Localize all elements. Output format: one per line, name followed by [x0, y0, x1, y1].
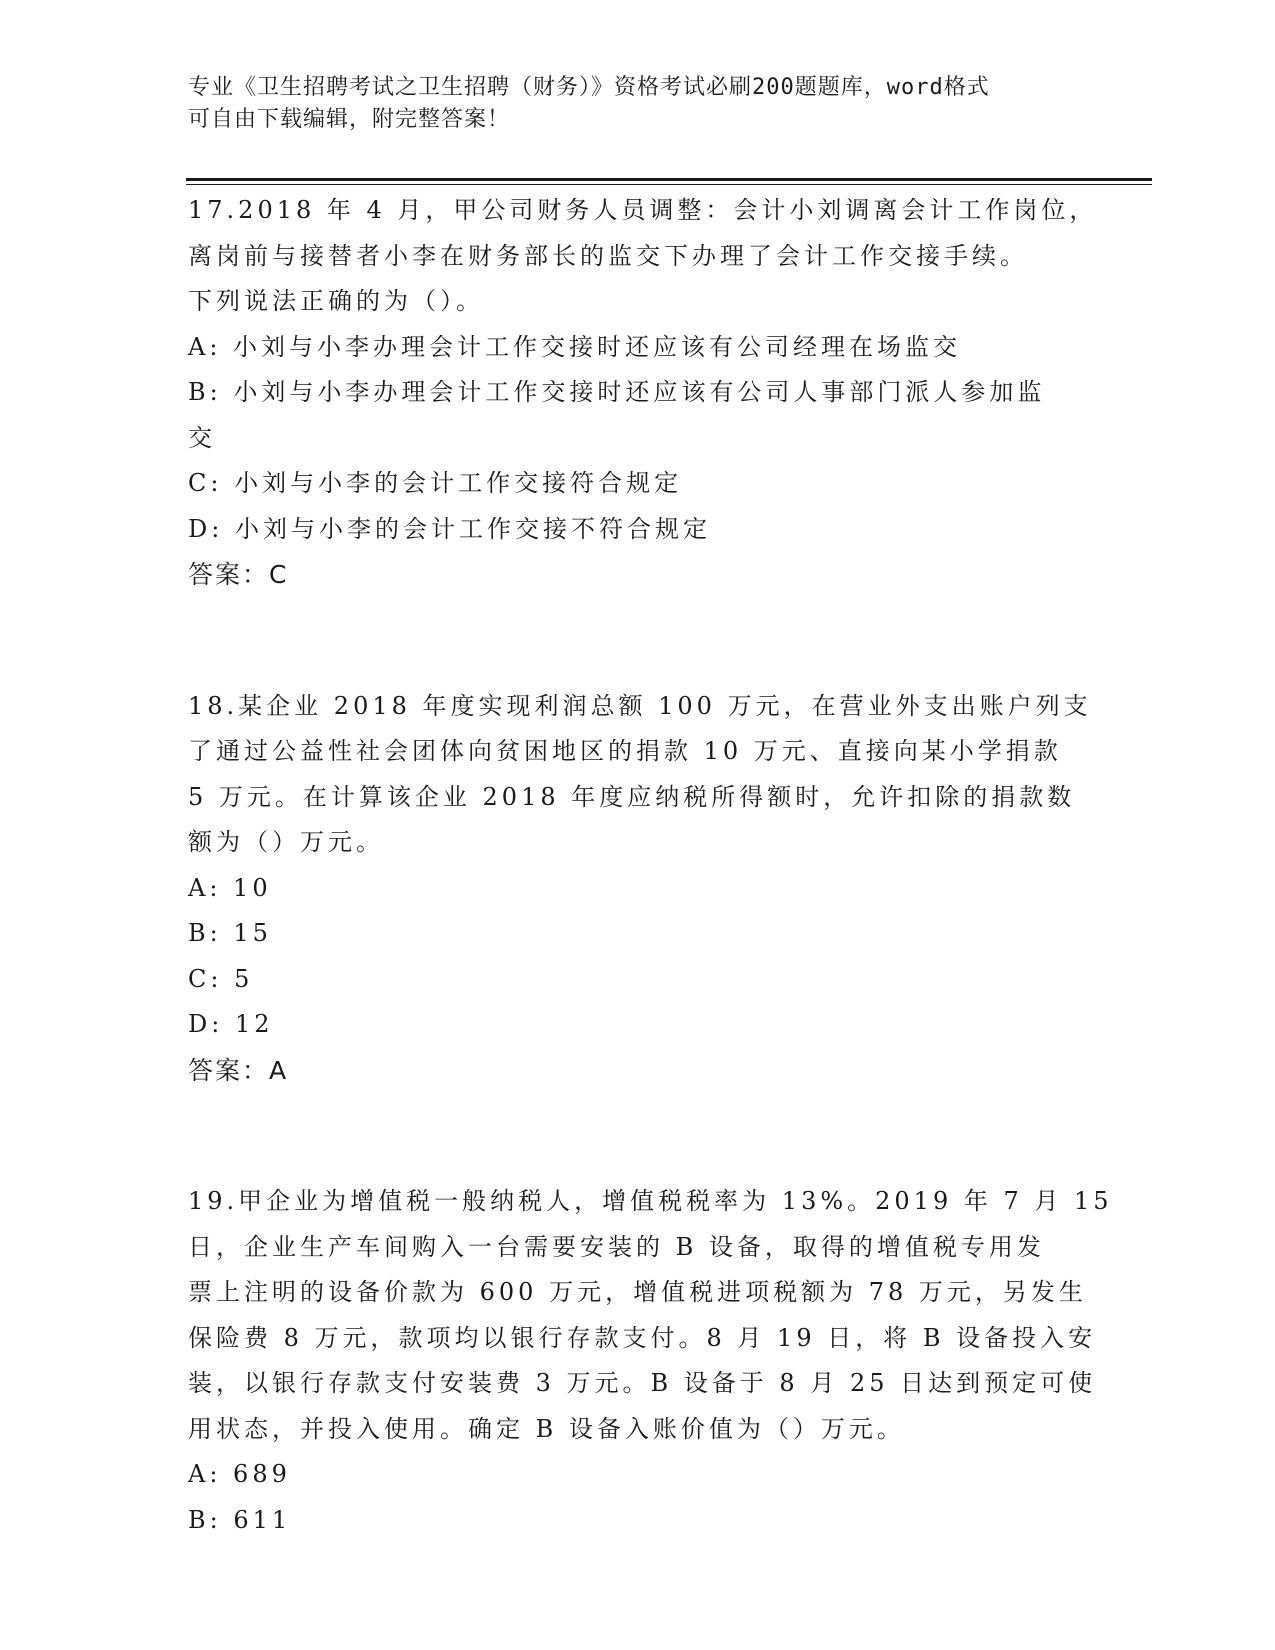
question-stem [188, 1179, 1113, 1452]
option-line: B: 小刘与小李办理会计工作交接时还应该有公司人事部门派人参加监 [188, 378, 1046, 406]
option-line: C: 小刘与小李的会计工作交接符合规定 [188, 469, 683, 497]
option-c [188, 957, 1088, 1003]
option-b [188, 370, 1088, 461]
option-line: D: 小刘与小李的会计工作交接不符合规定 [188, 514, 711, 543]
option-b [188, 911, 1088, 957]
question-stem [188, 684, 1092, 866]
option-b [188, 1498, 1088, 1544]
option-d [188, 1002, 1088, 1048]
option-line: A: 小刘与小李办理会计工作交接时还应该有公司经理在场监交 [188, 332, 962, 361]
question-gap [188, 598, 1088, 684]
stem-line: 下列说法正确的为（）。 [188, 287, 484, 315]
option-line: B: 611 [188, 1505, 292, 1534]
option-line: A: 689 [188, 1460, 291, 1488]
option-line: B: 15 [188, 919, 272, 947]
stem-line: 日，企业生产车间购入一台需要安装的 B 设备，取得的增值税专用发 [188, 1232, 1045, 1261]
question-17 [188, 188, 1098, 598]
question-stem [188, 188, 1098, 325]
option-line: A: 10 [188, 873, 272, 902]
option-a [188, 866, 1088, 912]
header-line-2: 可自由下载编辑，附完整答案！ [188, 107, 511, 132]
stem-line: 票上注明的设备价款为 600 万元，增值税进项税额为 78 万元，另发生 [188, 1278, 1087, 1306]
option-d [188, 507, 1088, 553]
header-divider-thick [186, 178, 1152, 181]
stem-line: 19.甲企业为增值税一般纳税人，增值税税率为 13%。2019 年 7 月 15 [188, 1187, 1113, 1215]
question-list [188, 188, 1113, 1543]
option-line: C: 5 [188, 964, 254, 993]
stem-line: 5 万元。在计算该企业 2018 年度应纳税所得额时，允许扣除的捐款数 [188, 782, 1076, 811]
answer-label: 答案：C [188, 560, 289, 589]
stem-line: 保险费 8 万元，款项均以银行存款支付。8 月 19 日，将 B 设备投入安 [188, 1323, 1097, 1352]
stem-line: 18.某企业 2018 年度实现利润总额 100 万元，在营业外支出账户列支 [188, 691, 1092, 720]
option-c [188, 461, 1088, 507]
stem-line: 用状态，并投入使用。确定 B 设备入账价值为（）万元。 [188, 1414, 905, 1443]
option-a [188, 1452, 1088, 1498]
option-a [188, 325, 1088, 371]
stem-line: 离岗前与接替者小李在财务部长的监交下办理了会计工作交接手续。 [188, 241, 1028, 270]
question-18 [188, 684, 1092, 1094]
option-line: D: 12 [188, 1010, 274, 1038]
question-gap [188, 1093, 1088, 1179]
stem-line: 额为（）万元。 [188, 828, 384, 856]
stem-line: 了通过公益性社会团体向贫困地区的捐款 10 万元、直接向某小学捐款 [188, 737, 1062, 765]
document-header [188, 72, 1068, 136]
header-line-1: 专业《卫生招聘考试之卫生招聘（财务）》资格考试必刷200题题库，word格式 [188, 75, 990, 100]
stem-line: 装，以银行存款支付安装费 3 万元。B 设备于 8 月 25 日达到预定可使 [188, 1369, 1097, 1397]
stem-line: 17.2018 年 4 月，甲公司财务人员调整：会计小刘调离会计工作岗位， [188, 196, 1098, 224]
answer-label: 答案：A [188, 1055, 289, 1085]
question-19 [188, 1179, 1113, 1543]
option-line: 交 [188, 423, 216, 452]
header-divider-thin [186, 184, 1152, 185]
